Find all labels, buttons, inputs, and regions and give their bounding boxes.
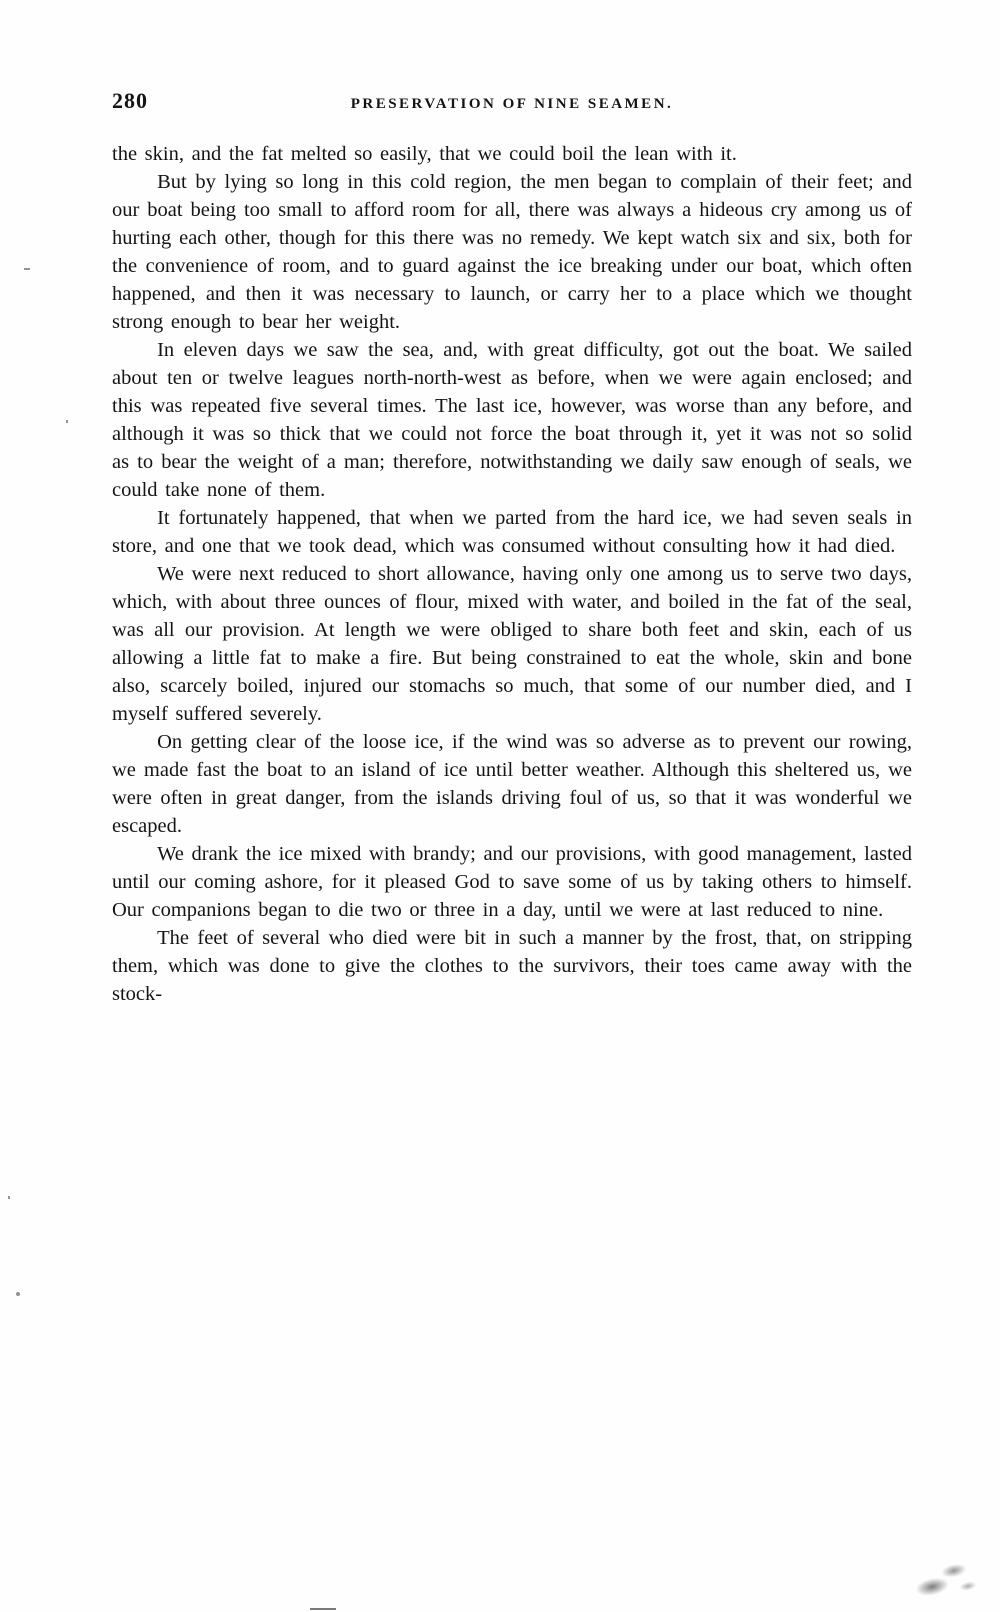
scan-speck [16,1292,20,1296]
paragraph-1: the skin, and the fat melted so easily, that we could boil the lean with it. [112,143,737,165]
body-text [112,140,912,1008]
running-head [112,88,912,114]
running-title: PRESERVATION OF NINE SEAMEN. [350,96,674,112]
paragraph-7: We drank the ice mixed with brandy; and our provisions, with good management, lasted until our coming ashore, for it pleased God to save some of us by taking others to himself. Our companions began to die two or three in a day, until we were at last reduced to nine. [112,843,912,921]
scan-speck [66,420,68,423]
paragraph-8: The feet of several who died were bit in such a manner by the frost, that, on stripping them, which was done to give the clothes to the survivors, their toes came away with the stock- [112,927,912,1005]
text-block [112,88,912,1008]
scan-speck [24,268,30,270]
page-number: 280 [112,88,148,113]
paragraph-4: It fortunately happened, that when we parted from the hard ice, we had seven seals in store, and one that we took dead, which was consumed without consulting how it had died. [112,507,912,557]
scan-speck [310,1608,336,1610]
scan-speck [8,1196,10,1199]
paragraph-3: In eleven days we saw the sea, and, with great difficulty, got out the boat. We sailed about ten or twelve leagues north-north-west as before, when we were again enclosed; and this was repeated five several times. The last ice, however, was worse than any before, and although it was so thick that we could not force the boat through it, yet it was not so solid as to bear the weight of a man; therefore, notwithstanding we daily saw enough of seals, we could take none of them. [112,339,912,501]
ink-smudge [906,1550,984,1609]
paragraph-6: On getting clear of the loose ice, if the wind was so adverse as to prevent our rowing, we made fast the boat to an island of ice until better weather. Although this sheltered us, we were often in great danger, from the islands driving foul of us, so that it was wonderful we escaped. [112,731,912,837]
paragraph-2: But by lying so long in this cold region, the men began to complain of their feet; and our boat being too small to afford room for all, there was always a hideous cry among us of hurting each other, though for this there was no remedy. We kept watch six and six, both for the convenience of room, and to guard against the ice breaking under our boat, which often happened, and then it was necessary to launch, or carry her to a place which we thought strong enough to bear her weight. [112,171,912,333]
paragraph-5: We were next reduced to short allowance, having only one among us to serve two days, which, with about three ounces of flour, mixed with water, and boiled in the fat of the seal, was all our provision. At length we were obliged to share both feet and skin, each of us allowing a little fat to make a fire. But being constrained to eat the whole, skin and bone also, scarcely boiled, injured our stomachs so much, that some of our number died, and I myself suffered severely. [112,563,912,725]
